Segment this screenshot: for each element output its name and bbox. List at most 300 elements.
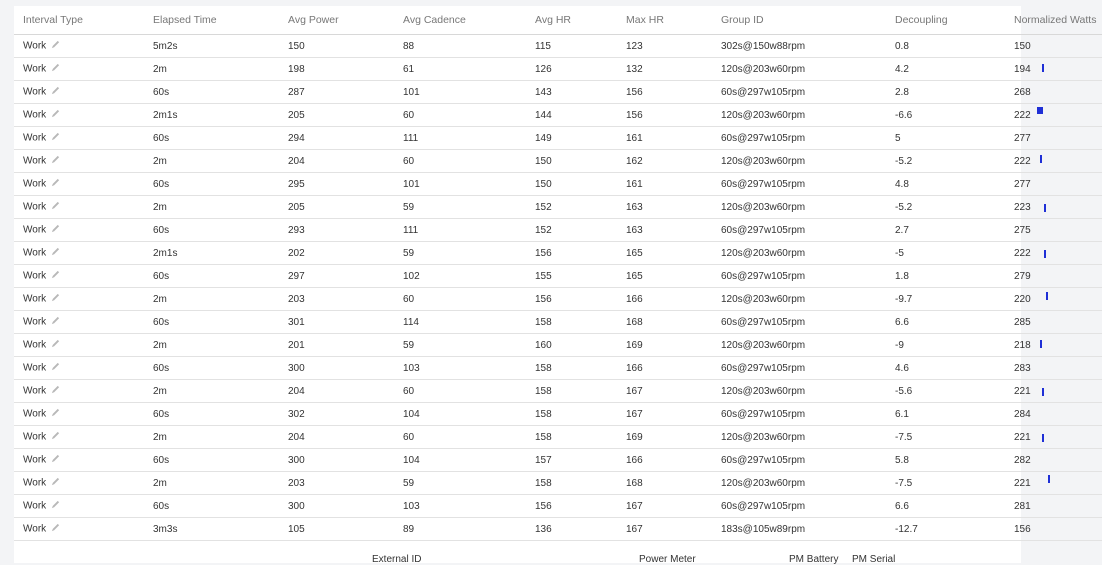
interval-type-text: Work: [23, 247, 47, 259]
interval-type-cell: [14, 357, 144, 380]
normalized-watts-marker: [1040, 340, 1042, 348]
decoupling-text: -7.5: [895, 431, 913, 443]
avg-power-text: 203: [288, 293, 305, 305]
avg-cadence-text: 60: [403, 155, 415, 167]
max-hr-text: 169: [626, 431, 643, 443]
max-hr-text: 169: [626, 339, 643, 351]
max-hr-cell: [617, 426, 712, 449]
interval-type-cell: [14, 58, 144, 81]
normalized-watts-text: 268: [1014, 86, 1031, 98]
pencil-icon[interactable]: [51, 201, 60, 213]
table-row[interactable]: [14, 472, 1102, 495]
elapsed-time-cell: [144, 35, 279, 58]
avg-power-cell: [279, 472, 394, 495]
group-id-cell: [712, 334, 886, 357]
normalized-watts-cell: [1005, 380, 1102, 403]
elapsed-time-text: 60s: [153, 224, 170, 236]
elapsed-time-text: 60s: [153, 178, 170, 190]
avg-power-cell: [279, 334, 394, 357]
decoupling-cell: [886, 426, 1005, 449]
table-row[interactable]: [14, 196, 1102, 219]
avg-power-cell: [279, 242, 394, 265]
avg-cadence-cell: [394, 81, 526, 104]
power-meter-label: Power Meter: [639, 554, 696, 565]
avg-power-cell: [279, 127, 394, 150]
normalized-watts-cell: [1005, 265, 1102, 288]
avg-hr-text: 150: [535, 155, 552, 167]
decoupling-text: -6.6: [895, 109, 913, 121]
group-id-text: 60s@297w105rpm: [721, 454, 806, 466]
decoupling-cell: [886, 127, 1005, 150]
group-id-cell: [712, 196, 886, 219]
pm-battery-label: PM Battery: [789, 554, 839, 565]
interval-type-cell: [14, 403, 144, 426]
interval-type-cell: [14, 81, 144, 104]
table-row[interactable]: [14, 81, 1102, 104]
table-row[interactable]: [14, 104, 1102, 127]
pencil-icon[interactable]: [51, 500, 60, 512]
avg-cadence-text: 104: [403, 454, 420, 466]
table-row[interactable]: [14, 288, 1102, 311]
pencil-icon[interactable]: [51, 224, 60, 236]
max-hr-cell: [617, 288, 712, 311]
avg-cadence-text: 102: [403, 270, 420, 282]
avg-power-text: 203: [288, 477, 305, 489]
pencil-icon[interactable]: [51, 454, 60, 466]
pencil-icon[interactable]: [51, 362, 60, 374]
elapsed-time-text: 2m: [153, 385, 167, 397]
decoupling-cell: [886, 449, 1005, 472]
normalized-watts-text: 283: [1014, 362, 1031, 374]
decoupling-text: 6.1: [895, 408, 909, 420]
table-row[interactable]: [14, 150, 1102, 173]
normalized-watts-cell: [1005, 403, 1102, 426]
decoupling-cell: [886, 495, 1005, 518]
decoupling-text: 5: [895, 132, 901, 144]
normalized-watts-marker: [1040, 155, 1042, 163]
avg-power-text: 205: [288, 109, 305, 121]
group-id-text: 120s@203w60rpm: [721, 339, 806, 351]
table-header-row: [14, 6, 1102, 35]
pencil-icon[interactable]: [51, 385, 60, 397]
avg-hr-text: 126: [535, 63, 552, 75]
group-id-cell: [712, 426, 886, 449]
interval-type-text: Work: [23, 63, 47, 75]
avg-power-cell: [279, 380, 394, 403]
normalized-watts-cell: [1005, 219, 1102, 242]
avg-hr-cell: [526, 288, 617, 311]
elapsed-time-text: 2m1s: [153, 109, 178, 121]
normalized-watts-cell: [1005, 150, 1102, 173]
max-hr-cell: [617, 81, 712, 104]
table-row[interactable]: [14, 403, 1102, 426]
interval-type-text: Work: [23, 431, 47, 443]
group-id-text: 302s@150w88rpm: [721, 40, 806, 52]
decoupling-text: -12.7: [895, 523, 918, 535]
avg-cadence-cell: [394, 288, 526, 311]
elapsed-time-text: 60s: [153, 408, 170, 420]
decoupling-cell: [886, 219, 1005, 242]
group-id-text: 60s@297w105rpm: [721, 270, 806, 282]
group-id-text: 120s@203w60rpm: [721, 247, 806, 259]
decoupling-text: -5: [895, 247, 904, 259]
group-id-text: 60s@297w105rpm: [721, 500, 806, 512]
avg-hr-text: 155: [535, 270, 552, 282]
avg-power-cell: [279, 173, 394, 196]
avg-cadence-cell: [394, 449, 526, 472]
interval-type-cell: [14, 288, 144, 311]
avg-cadence-text: 111: [403, 132, 419, 144]
avg-cadence-text: 59: [403, 247, 415, 259]
avg-hr-text: 160: [535, 339, 552, 351]
max-hr-text: 162: [626, 155, 643, 167]
normalized-watts-marker: [1037, 107, 1043, 114]
avg-hr-cell: [526, 403, 617, 426]
elapsed-time-cell: [144, 242, 279, 265]
avg-cadence-text: 89: [403, 523, 415, 535]
interval-type-cell: [14, 311, 144, 334]
pencil-icon[interactable]: [51, 408, 60, 420]
interval-type-text: Work: [23, 339, 47, 351]
avg-hr-cell: [526, 334, 617, 357]
avg-cadence-text: 104: [403, 408, 420, 420]
avg-cadence-text: 59: [403, 477, 415, 489]
normalized-watts-cell: [1005, 357, 1102, 380]
decoupling-cell: [886, 242, 1005, 265]
max-hr-cell: [617, 219, 712, 242]
avg-cadence-text: 88: [403, 40, 415, 52]
elapsed-time-text: 3m3s: [153, 523, 178, 535]
interval-type-text: Work: [23, 385, 47, 397]
avg-hr-text: 158: [535, 385, 552, 397]
avg-cadence-text: 60: [403, 293, 415, 305]
decoupling-cell: [886, 403, 1005, 426]
avg-cadence-text: 59: [403, 339, 415, 351]
group-id-cell: [712, 127, 886, 150]
elapsed-time-cell: [144, 518, 279, 541]
pencil-icon[interactable]: [51, 40, 60, 52]
header-max-hr[interactable]: Max HR: [617, 6, 712, 35]
avg-power-cell: [279, 219, 394, 242]
header-normalized-watts[interactable]: Normalized Watts: [1005, 6, 1102, 35]
group-id-cell: [712, 81, 886, 104]
group-id-text: 120s@203w60rpm: [721, 477, 806, 489]
max-hr-cell: [617, 173, 712, 196]
avg-hr-text: 156: [535, 247, 552, 259]
group-id-cell: [712, 518, 886, 541]
header-avg-hr[interactable]: Avg HR: [526, 6, 617, 35]
interval-type-cell: [14, 242, 144, 265]
max-hr-cell: [617, 518, 712, 541]
pencil-icon[interactable]: [51, 339, 60, 351]
group-id-cell: [712, 380, 886, 403]
interval-type-cell: [14, 196, 144, 219]
table-row[interactable]: [14, 334, 1102, 357]
avg-hr-text: 158: [535, 362, 552, 374]
avg-power-text: 301: [288, 316, 305, 328]
interval-type-cell: [14, 104, 144, 127]
group-id-cell: [712, 288, 886, 311]
pencil-icon[interactable]: [51, 63, 60, 75]
elapsed-time-cell: [144, 173, 279, 196]
max-hr-cell: [617, 334, 712, 357]
elapsed-time-cell: [144, 472, 279, 495]
avg-cadence-cell: [394, 242, 526, 265]
interval-type-text: Work: [23, 132, 47, 144]
avg-hr-cell: [526, 518, 617, 541]
avg-cadence-cell: [394, 173, 526, 196]
group-id-text: 120s@203w60rpm: [721, 63, 806, 75]
avg-cadence-cell: [394, 472, 526, 495]
decoupling-cell: [886, 357, 1005, 380]
avg-cadence-text: 60: [403, 385, 415, 397]
table-row[interactable]: [14, 242, 1102, 265]
avg-cadence-cell: [394, 380, 526, 403]
interval-type-cell: [14, 426, 144, 449]
decoupling-cell: [886, 104, 1005, 127]
max-hr-cell: [617, 104, 712, 127]
max-hr-text: 167: [626, 408, 643, 420]
pencil-icon[interactable]: [51, 109, 60, 121]
pencil-icon[interactable]: [51, 316, 60, 328]
table-row[interactable]: [14, 35, 1102, 58]
table-row[interactable]: [14, 58, 1102, 81]
group-id-text: 60s@297w105rpm: [721, 362, 806, 374]
pencil-icon[interactable]: [51, 155, 60, 167]
elapsed-time-cell: [144, 196, 279, 219]
avg-hr-cell: [526, 495, 617, 518]
interval-type-cell: [14, 219, 144, 242]
elapsed-time-cell: [144, 288, 279, 311]
max-hr-text: 167: [626, 523, 643, 535]
header-elapsed-time[interactable]: Elapsed Time: [144, 6, 279, 35]
avg-cadence-text: 101: [403, 86, 420, 98]
avg-hr-cell: [526, 219, 617, 242]
pencil-icon[interactable]: [51, 431, 60, 443]
normalized-watts-text: 281: [1014, 500, 1031, 512]
avg-power-text: 201: [288, 339, 305, 351]
decoupling-cell: [886, 288, 1005, 311]
pencil-icon[interactable]: [51, 247, 60, 259]
avg-power-cell: [279, 104, 394, 127]
avg-hr-text: 152: [535, 224, 552, 236]
max-hr-cell: [617, 357, 712, 380]
max-hr-text: 167: [626, 385, 643, 397]
interval-type-text: Work: [23, 86, 47, 98]
table-row[interactable]: [14, 173, 1102, 196]
avg-hr-text: 158: [535, 431, 552, 443]
interval-type-text: Work: [23, 408, 47, 420]
avg-power-text: 295: [288, 178, 305, 190]
elapsed-time-cell: [144, 449, 279, 472]
avg-hr-cell: [526, 104, 617, 127]
elapsed-time-cell: [144, 357, 279, 380]
avg-hr-cell: [526, 35, 617, 58]
max-hr-text: 123: [626, 40, 643, 52]
interval-type-text: Work: [23, 224, 47, 236]
interval-type-text: Work: [23, 523, 47, 535]
avg-cadence-cell: [394, 196, 526, 219]
avg-cadence-cell: [394, 426, 526, 449]
pencil-icon[interactable]: [51, 86, 60, 98]
interval-type-cell: [14, 449, 144, 472]
interval-type-text: Work: [23, 293, 47, 305]
avg-cadence-cell: [394, 495, 526, 518]
table-row[interactable]: [14, 380, 1102, 403]
avg-hr-cell: [526, 426, 617, 449]
avg-cadence-cell: [394, 127, 526, 150]
group-id-text: 120s@203w60rpm: [721, 155, 806, 167]
avg-power-text: 287: [288, 86, 305, 98]
elapsed-time-text: 60s: [153, 500, 170, 512]
normalized-watts-text: 284: [1014, 408, 1031, 420]
elapsed-time-text: 5m2s: [153, 40, 178, 52]
max-hr-text: 156: [626, 86, 643, 98]
interval-type-cell: [14, 150, 144, 173]
group-id-cell: [712, 311, 886, 334]
max-hr-text: 166: [626, 293, 643, 305]
normalized-watts-marker: [1042, 388, 1044, 396]
avg-power-text: 302: [288, 408, 305, 420]
avg-hr-cell: [526, 127, 617, 150]
avg-power-cell: [279, 495, 394, 518]
interval-type-cell: [14, 265, 144, 288]
table-row[interactable]: [14, 495, 1102, 518]
group-id-cell: [712, 357, 886, 380]
decoupling-text: 5.8: [895, 454, 909, 466]
header-interval-type[interactable]: Interval Type: [14, 6, 144, 35]
avg-cadence-cell: [394, 357, 526, 380]
max-hr-text: 163: [626, 224, 643, 236]
avg-power-text: 300: [288, 362, 305, 374]
pencil-icon[interactable]: [51, 477, 60, 489]
avg-power-text: 198: [288, 63, 305, 75]
normalized-watts-cell: [1005, 127, 1102, 150]
avg-hr-text: 150: [535, 178, 552, 190]
decoupling-text: -9: [895, 339, 904, 351]
header-decoupling[interactable]: Decoupling: [886, 6, 1005, 35]
avg-cadence-cell: [394, 150, 526, 173]
header-group-id[interactable]: Group ID: [712, 6, 886, 35]
table-row[interactable]: [14, 127, 1102, 150]
table-row[interactable]: [14, 311, 1102, 334]
avg-power-cell: [279, 518, 394, 541]
avg-power-cell: [279, 311, 394, 334]
avg-power-text: 202: [288, 247, 305, 259]
elapsed-time-text: 60s: [153, 270, 170, 282]
normalized-watts-text: 222: [1014, 247, 1031, 259]
group-id-text: 120s@203w60rpm: [721, 109, 806, 121]
interval-type-text: Work: [23, 316, 47, 328]
group-id-cell: [712, 242, 886, 265]
pencil-icon[interactable]: [51, 293, 60, 305]
normalized-watts-cell: [1005, 104, 1102, 127]
table-row[interactable]: [14, 518, 1102, 541]
group-id-text: 60s@297w105rpm: [721, 86, 806, 98]
pencil-icon[interactable]: [51, 270, 60, 282]
avg-power-text: 294: [288, 132, 305, 144]
table-row[interactable]: [14, 357, 1102, 380]
avg-hr-text: 156: [535, 500, 552, 512]
interval-type-cell: [14, 334, 144, 357]
normalized-watts-text: 221: [1014, 477, 1031, 489]
avg-cadence-cell: [394, 265, 526, 288]
group-id-text: 183s@105w89rpm: [721, 523, 806, 535]
avg-power-cell: [279, 81, 394, 104]
group-id-cell: [712, 150, 886, 173]
normalized-watts-text: 277: [1014, 178, 1031, 190]
decoupling-text: 6.6: [895, 316, 909, 328]
avg-hr-cell: [526, 196, 617, 219]
normalized-watts-cell: [1005, 426, 1102, 449]
normalized-watts-text: 220: [1014, 293, 1031, 305]
header-avg-cadence[interactable]: Avg Cadence: [394, 6, 526, 35]
group-id-text: 120s@203w60rpm: [721, 385, 806, 397]
avg-power-cell: [279, 403, 394, 426]
avg-power-text: 204: [288, 431, 305, 443]
avg-hr-cell: [526, 265, 617, 288]
max-hr-text: 163: [626, 201, 643, 213]
avg-cadence-text: 60: [403, 109, 415, 121]
avg-hr-text: 149: [535, 132, 552, 144]
table-row[interactable]: [14, 219, 1102, 242]
normalized-watts-cell: [1005, 334, 1102, 357]
normalized-watts-cell: [1005, 288, 1102, 311]
activity-footer: [14, 554, 1021, 564]
elapsed-time-cell: [144, 150, 279, 173]
max-hr-cell: [617, 472, 712, 495]
avg-power-text: 205: [288, 201, 305, 213]
interval-type-text: Work: [23, 178, 47, 190]
normalized-watts-text: 222: [1014, 155, 1031, 167]
interval-type-cell: [14, 472, 144, 495]
normalized-watts-cell: [1005, 58, 1102, 81]
avg-hr-text: 152: [535, 201, 552, 213]
pencil-icon[interactable]: [51, 178, 60, 190]
table-row[interactable]: [14, 426, 1102, 449]
interval-type-text: Work: [23, 454, 47, 466]
decoupling-text: 1.8: [895, 270, 909, 282]
interval-type-text: Work: [23, 40, 47, 52]
max-hr-cell: [617, 242, 712, 265]
avg-cadence-text: 103: [403, 500, 420, 512]
decoupling-text: 2.8: [895, 86, 909, 98]
interval-type-text: Work: [23, 155, 47, 167]
header-avg-power[interactable]: Avg Power: [279, 6, 394, 35]
avg-hr-cell: [526, 357, 617, 380]
decoupling-text: -9.7: [895, 293, 913, 305]
normalized-watts-marker: [1042, 434, 1044, 442]
pencil-icon[interactable]: [51, 523, 60, 535]
normalized-watts-text: 221: [1014, 385, 1031, 397]
normalized-watts-cell: [1005, 35, 1102, 58]
max-hr-text: 161: [626, 178, 643, 190]
table-row[interactable]: [14, 449, 1102, 472]
normalized-watts-cell: [1005, 173, 1102, 196]
elapsed-time-text: 60s: [153, 86, 170, 98]
pm-serial-label: PM Serial: [852, 554, 896, 565]
interval-type-cell: [14, 35, 144, 58]
table-row[interactable]: [14, 265, 1102, 288]
avg-power-text: 204: [288, 155, 305, 167]
avg-power-cell: [279, 288, 394, 311]
avg-cadence-text: 101: [403, 178, 420, 190]
max-hr-text: 166: [626, 362, 643, 374]
max-hr-text: 156: [626, 109, 643, 121]
elapsed-time-text: 60s: [153, 454, 170, 466]
pencil-icon[interactable]: [51, 132, 60, 144]
interval-type-text: Work: [23, 500, 47, 512]
